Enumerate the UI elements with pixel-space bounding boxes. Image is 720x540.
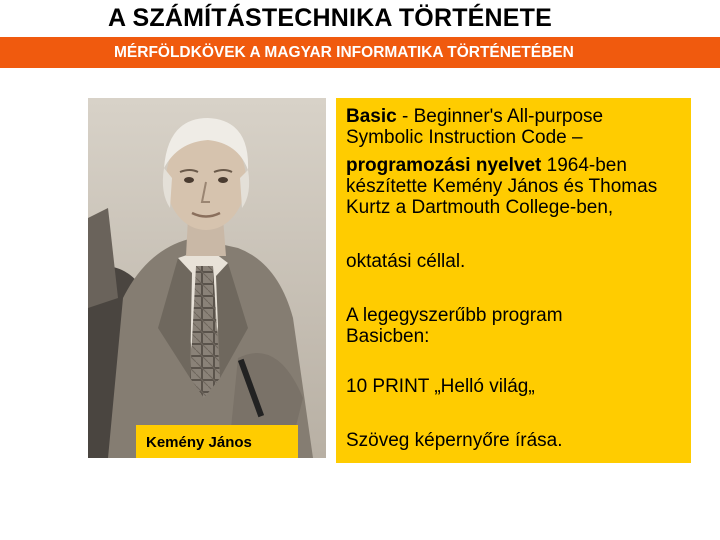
language-description — [346, 155, 681, 218]
programming-language-term: programozási nyelvet — [346, 155, 542, 176]
portrait-illustration — [88, 98, 326, 458]
language-history: 1964-ben készítette Kemény János és Thomas Kurtz a Dartmouth College-ben, — [346, 155, 658, 218]
photo-caption: Kemény János — [146, 434, 252, 451]
basic-description — [346, 106, 676, 148]
portrait-photo — [88, 98, 326, 458]
info-panel — [336, 98, 691, 463]
banner-text: MÉRFÖLDKÖVEK A MAGYAR INFORMATIKA TÖRTÉNETÉBEN — [114, 44, 574, 61]
code-explanation: Szöveg képernyőre írása. — [346, 430, 563, 451]
purpose-text: oktatási céllal. — [346, 251, 466, 272]
basic-term: Basic — [346, 106, 397, 127]
simplest-program-text: A legegyszerűbb program Basicben: — [346, 305, 563, 347]
photo-caption-box — [136, 425, 298, 458]
basic-expansion: - Beginner's All-purpose Symbolic Instruction Code – — [346, 106, 604, 148]
page-title: A SZÁMÍTÁSTECHNIKA TÖRTÉNETE — [108, 4, 553, 32]
code-line: 10 PRINT „Helló világ„ — [346, 376, 535, 397]
subtitle-banner — [0, 37, 720, 68]
